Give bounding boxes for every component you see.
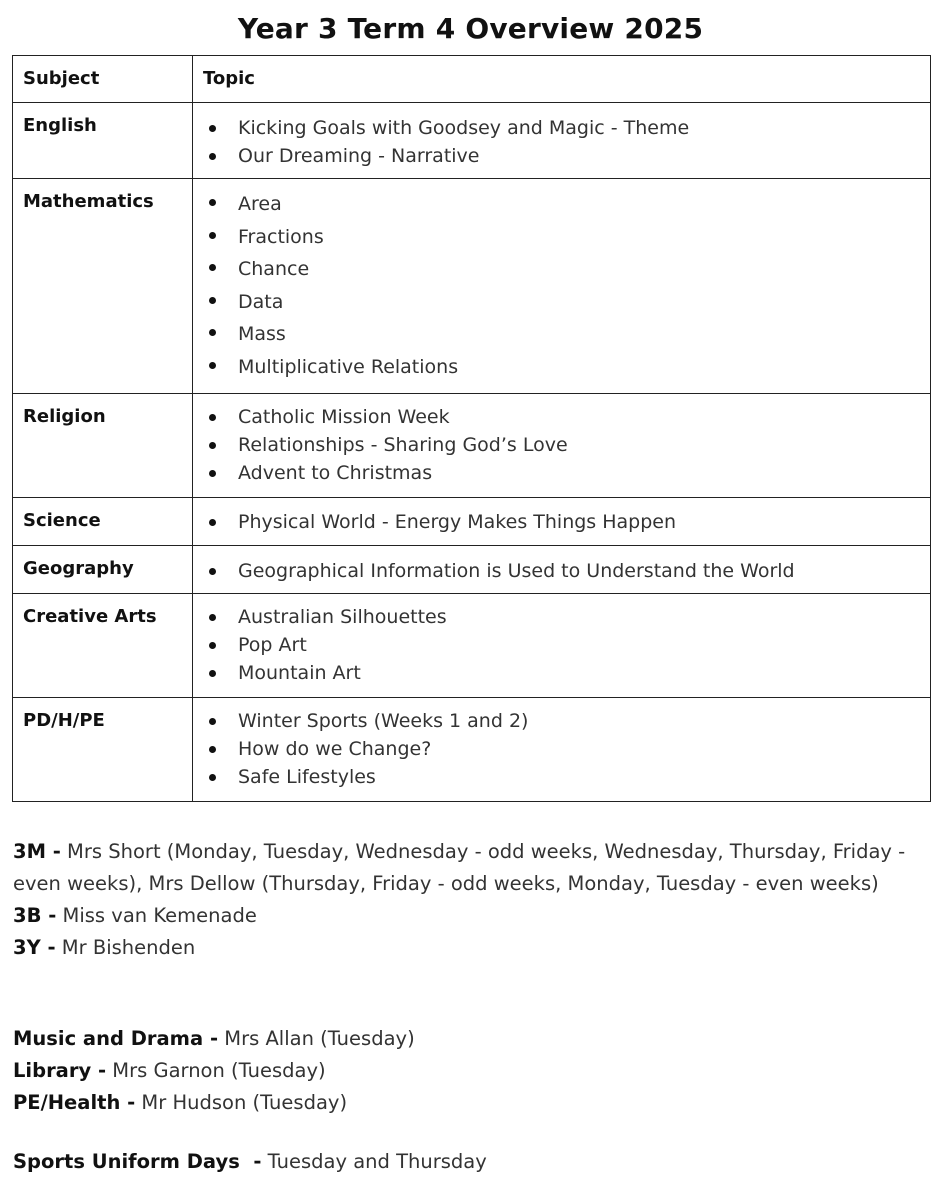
class-3y: 3Y - Mr Bishenden (13, 936, 196, 959)
header-topic: Topic (193, 56, 931, 103)
table-row-science (13, 498, 931, 546)
topic-list (203, 114, 920, 170)
list-item: Geographical Information is Used to Understand the World (203, 557, 920, 585)
list-item: Area (203, 188, 920, 221)
list-item: Mountain Art (203, 659, 920, 687)
list-item: Our Dreaming - Narrative (203, 142, 920, 170)
list-item: Relationships - Sharing God’s Love (203, 431, 920, 459)
table-row-geography (13, 546, 931, 594)
topic-list (203, 508, 920, 536)
subject-cell: Science (13, 498, 193, 546)
list-item: Pop Art (203, 631, 920, 659)
table-row-pdhpe (13, 698, 931, 802)
table-row-religion (13, 394, 931, 498)
class-3m: 3M - Mrs Short (Monday, Tuesday, Wednesday - odd weeks, Wednesday, Thursday, Friday - even weeks), Mrs Dellow (Thursday, Friday - odd weeks, Monday, Tuesday - even weeks) (13, 840, 906, 895)
table-row-english (13, 103, 931, 179)
list-item: Chance (203, 253, 920, 286)
specialist-library: Library - Mrs Garnon (Tuesday) (13, 1059, 326, 1082)
topic-list (203, 557, 920, 585)
header-subject: Subject (13, 56, 193, 103)
page-title: Year 3 Term 4 Overview 2025 (237, 12, 704, 45)
sports-uniform-days: Sports Uniform Days - Tuesday and Thursday (13, 1150, 487, 1173)
list-item: Mass (203, 318, 920, 351)
list-item: Kicking Goals with Goodsey and Magic - Theme (203, 114, 920, 142)
subject-cell: Geography (13, 546, 193, 594)
list-item: Safe Lifestyles (203, 763, 920, 791)
list-item: Fractions (203, 221, 920, 254)
subject-cell: Creative Arts (13, 594, 193, 698)
subject-cell: PD/H/PE (13, 698, 193, 802)
class-teachers (13, 836, 913, 964)
topic-list (203, 188, 920, 383)
overview-table (12, 55, 931, 802)
subject-cell: Religion (13, 394, 193, 498)
subject-cell: English (13, 103, 193, 179)
list-item: Advent to Christmas (203, 459, 920, 487)
table-row-creative-arts (13, 594, 931, 698)
subject-cell: Mathematics (13, 179, 193, 394)
specialist-teachers (13, 1023, 913, 1119)
table-row-mathematics (13, 179, 931, 394)
list-item: How do we Change? (203, 735, 920, 763)
specialist-pe: PE/Health - Mr Hudson (Tuesday) (13, 1091, 348, 1114)
list-item: Multiplicative Relations (203, 351, 920, 384)
class-3b: 3B - Miss van Kemenade (13, 904, 257, 927)
topic-list (203, 603, 920, 687)
list-item: Catholic Mission Week (203, 403, 920, 431)
list-item: Data (203, 286, 920, 319)
table-header-row (13, 56, 931, 103)
list-item: Australian Silhouettes (203, 603, 920, 631)
list-item: Winter Sports (Weeks 1 and 2) (203, 707, 920, 735)
list-item: Physical World - Energy Makes Things Happen (203, 508, 920, 536)
topic-list (203, 403, 920, 487)
specialist-music: Music and Drama - Mrs Allan (Tuesday) (13, 1027, 415, 1050)
topic-list (203, 707, 920, 791)
